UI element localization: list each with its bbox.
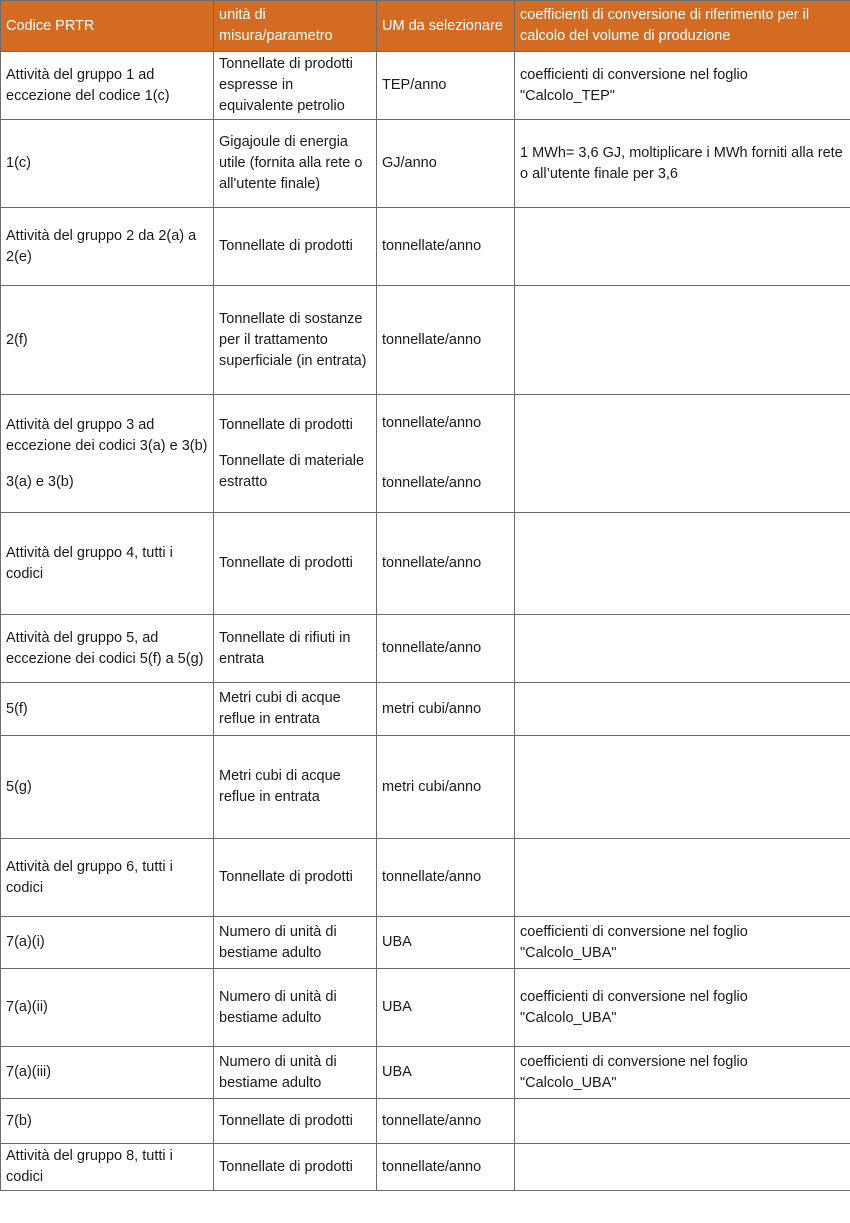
table-row — [1, 52, 850, 120]
cell-code: 7(b) — [1, 1099, 214, 1144]
cell-um: UBA — [377, 917, 515, 969]
cell-code: Attività del gruppo 2 da 2(a) a 2(e) — [1, 208, 214, 286]
cell-coef: coefficienti di conversione nel foglio "Calcolo_TEP" — [515, 52, 850, 120]
cell-code: 2(f) — [1, 286, 214, 395]
cell-um: tonnellate/anno — [377, 1099, 515, 1144]
table-row — [1, 120, 850, 208]
cell-unit: Numero di unità di bestiame adulto — [214, 1047, 377, 1099]
cell-unit — [214, 395, 377, 513]
cell-coef — [515, 208, 850, 286]
cell-um: UBA — [377, 969, 515, 1047]
cell-coef — [515, 1099, 850, 1144]
table-row — [1, 208, 850, 286]
cell-code: 5(f) — [1, 683, 214, 736]
cell-unit: Tonnellate di prodotti — [214, 839, 377, 917]
cell-unit: Metri cubi di acque reflue in entrata — [214, 736, 377, 839]
cell-coef: coefficienti di conversione nel foglio "Calcolo_UBA" — [515, 1047, 850, 1099]
cell-unit: Tonnellate di prodotti espresse in equivalente petrolio — [214, 52, 377, 120]
cell-um-part: tonnellate/anno — [382, 415, 482, 431]
header-unita: unità di misura/parametro — [214, 1, 377, 52]
table-row — [1, 969, 850, 1047]
cell-um: tonnellate/anno — [377, 615, 515, 683]
cell-code: Attività del gruppo 4, tutti i codici — [1, 513, 214, 615]
cell-coef — [515, 513, 850, 615]
cell-um: metri cubi/anno — [377, 683, 515, 736]
header-codice: Codice PRTR — [1, 1, 214, 52]
cell-unit: Tonnellate di prodotti — [214, 1099, 377, 1144]
cell-um: GJ/anno — [377, 120, 515, 208]
header-coefficienti: coefficienti di conversione di riferimento per il calcolo del volume di produzione — [515, 1, 850, 52]
table-row — [1, 736, 850, 839]
cell-unit-part: Tonnellate di materiale estratto — [219, 452, 365, 490]
cell-unit: Tonnellate di rifiuti in entrata — [214, 615, 377, 683]
cell-unit: Tonnellate di prodotti — [214, 208, 377, 286]
cell-coef — [515, 736, 850, 839]
cell-code — [1, 395, 214, 513]
cell-coef: coefficienti di conversione nel foglio "Calcolo_UBA" — [515, 969, 850, 1047]
cell-um: metri cubi/anno — [377, 736, 515, 839]
table-row — [1, 395, 850, 513]
cell-um: tonnellate/anno — [377, 208, 515, 286]
cell-coef — [515, 395, 850, 513]
cell-coef — [515, 683, 850, 736]
table-row — [1, 917, 850, 969]
cell-coef: 1 MWh= 3,6 GJ, moltiplicare i MWh forniti alla rete o all’utente finale per 3,6 — [515, 120, 850, 208]
table-row — [1, 513, 850, 615]
table-row — [1, 683, 850, 736]
cell-code-part: Attività del gruppo 3 ad eccezione dei codici 3(a) e 3(b) — [6, 416, 208, 454]
cell-unit: Tonnellate di prodotti — [214, 1144, 377, 1191]
cell-coef: coefficienti di conversione nel foglio "Calcolo_UBA" — [515, 917, 850, 969]
cell-um: tonnellate/anno — [377, 1144, 515, 1191]
cell-unit-part: Tonnellate di prodotti — [219, 416, 353, 433]
cell-code: Attività del gruppo 1 ad eccezione del codice 1(c) — [1, 52, 214, 120]
header-row — [1, 1, 850, 52]
cell-code: 7(a)(iii) — [1, 1047, 214, 1099]
cell-code: 5(g) — [1, 736, 214, 839]
cell-code: Attività del gruppo 8, tutti i codici — [1, 1144, 214, 1191]
cell-coef — [515, 1144, 850, 1191]
cell-um: TEP/anno — [377, 52, 515, 120]
cell-code: 1(c) — [1, 120, 214, 208]
table-row — [1, 1047, 850, 1099]
cell-um: tonnellate/anno — [377, 839, 515, 917]
cell-um-part: tonnellate/anno — [382, 475, 482, 491]
table-row — [1, 1144, 850, 1191]
cell-unit: Tonnellate di sostanze per il trattamento superficiale (in entrata) — [214, 286, 377, 395]
cell-unit: Numero di unità di bestiame adulto — [214, 969, 377, 1047]
cell-coef — [515, 839, 850, 917]
cell-unit: Numero di unità di bestiame adulto — [214, 917, 377, 969]
cell-code: Attività del gruppo 6, tutti i codici — [1, 839, 214, 917]
cell-coef — [515, 286, 850, 395]
cell-um: tonnellate/anno — [377, 513, 515, 615]
table-row — [1, 615, 850, 683]
cell-code: 7(a)(ii) — [1, 969, 214, 1047]
cell-um: UBA — [377, 1047, 515, 1099]
table-row — [1, 839, 850, 917]
cell-code: 7(a)(i) — [1, 917, 214, 969]
cell-coef — [515, 615, 850, 683]
cell-um — [377, 395, 515, 513]
cell-unit: Gigajoule di energia utile (fornita alla rete o all'utente finale) — [214, 120, 377, 208]
cell-code: Attività del gruppo 5, ad eccezione dei codici 5(f) a 5(g) — [1, 615, 214, 683]
table-row — [1, 286, 850, 395]
cell-code-part: 3(a) e 3(b) — [6, 473, 74, 490]
table-row — [1, 1099, 850, 1144]
cell-um: tonnellate/anno — [377, 286, 515, 395]
cell-unit: Metri cubi di acque reflue in entrata — [214, 683, 377, 736]
cell-unit: Tonnellate di prodotti — [214, 513, 377, 615]
header-um: UM da selezionare — [377, 1, 515, 52]
